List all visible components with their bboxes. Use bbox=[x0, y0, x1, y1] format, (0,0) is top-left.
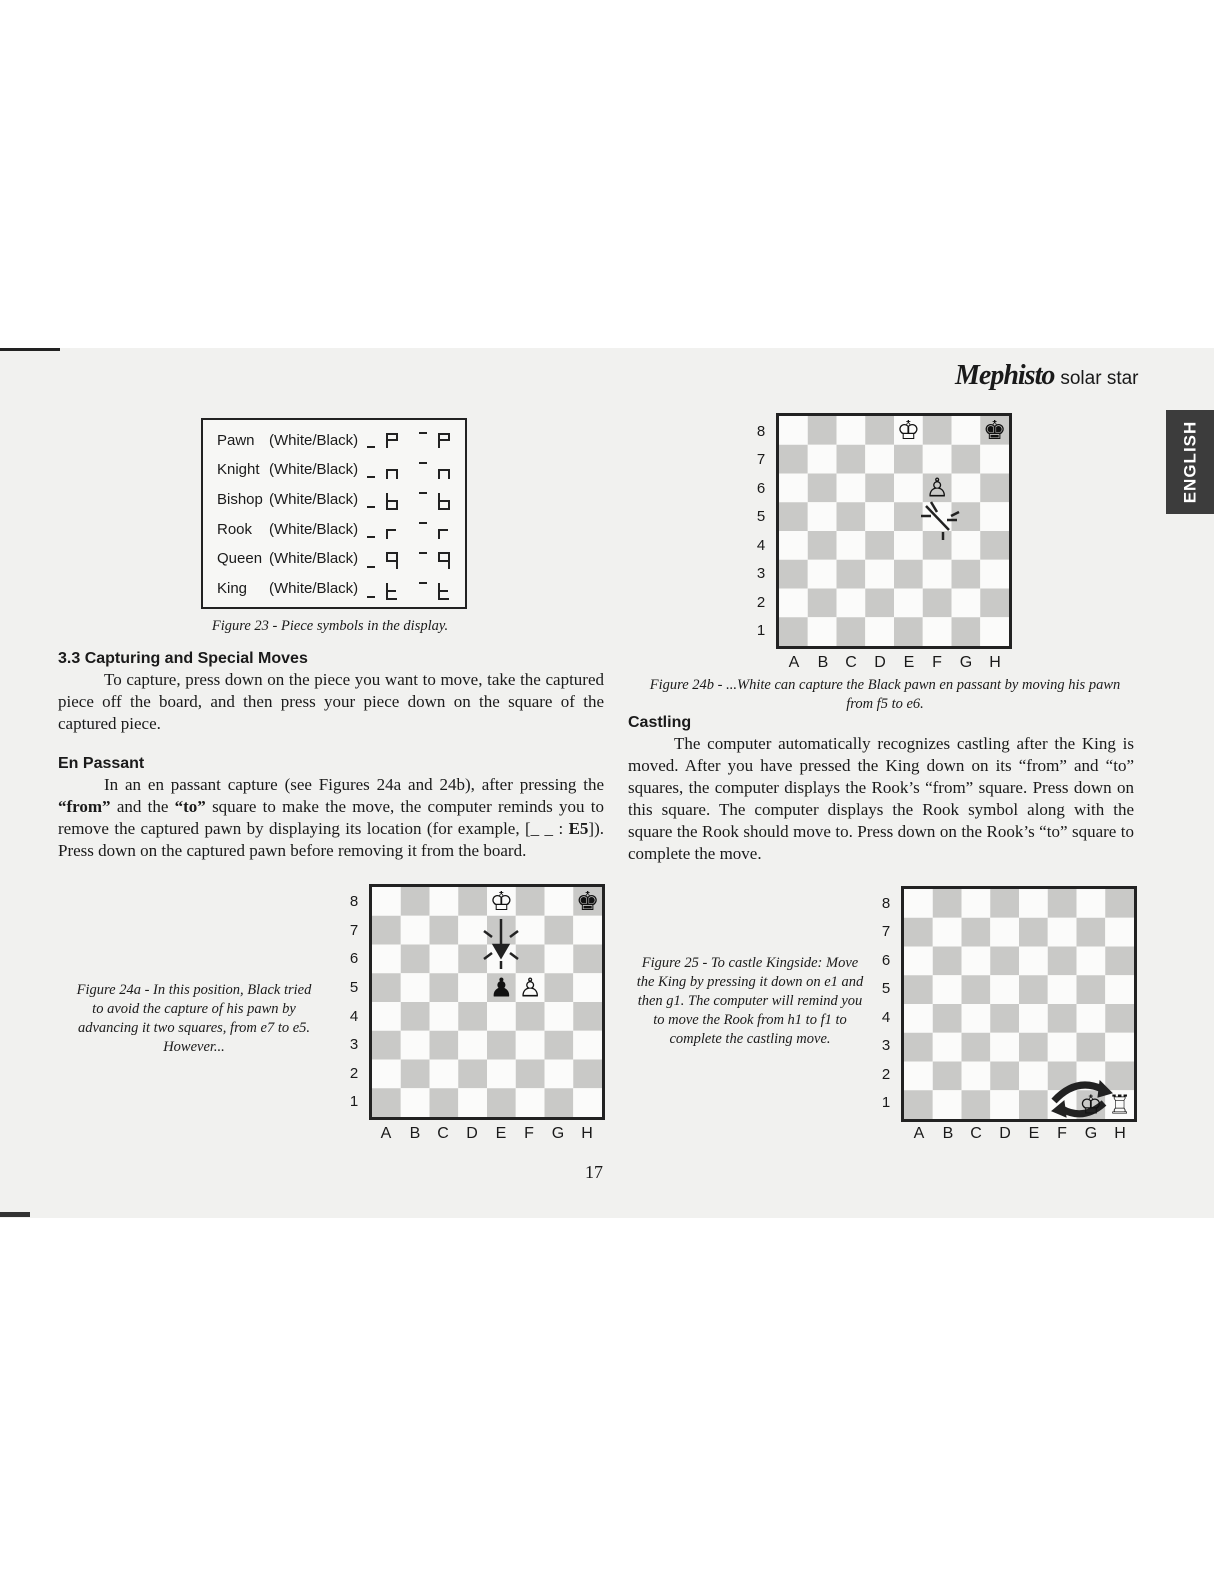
board-square bbox=[962, 975, 991, 1004]
piece-name: Pawn bbox=[217, 432, 255, 449]
white-king-piece: ♔ bbox=[1079, 1090, 1103, 1119]
knight-segment-symbol bbox=[361, 460, 451, 482]
file-label: B bbox=[409, 1125, 421, 1142]
board-square bbox=[933, 889, 962, 918]
rank-label: 3 bbox=[349, 1036, 359, 1053]
white-pawn-piece: ♙ bbox=[518, 973, 542, 1004]
board-square bbox=[952, 502, 981, 531]
board-square bbox=[808, 474, 837, 503]
board-square bbox=[933, 918, 962, 947]
board-square bbox=[865, 617, 894, 646]
rank-label: 4 bbox=[756, 537, 766, 554]
board-square bbox=[952, 531, 981, 560]
board-square bbox=[430, 1060, 459, 1089]
board-square bbox=[545, 1060, 574, 1089]
board-square bbox=[962, 889, 991, 918]
piece-color-note: (White/Black) bbox=[269, 521, 359, 538]
board-square bbox=[1048, 918, 1077, 947]
board-square bbox=[894, 531, 923, 560]
board-square bbox=[458, 945, 487, 974]
board-square bbox=[1048, 975, 1077, 1004]
board-square bbox=[865, 445, 894, 474]
board-square bbox=[923, 531, 952, 560]
board-square bbox=[458, 1060, 487, 1089]
file-label: B bbox=[817, 654, 829, 671]
rank-label: 7 bbox=[349, 922, 359, 939]
board-square bbox=[779, 531, 808, 560]
board-square bbox=[837, 502, 866, 531]
board-square bbox=[1105, 1004, 1134, 1033]
board-square bbox=[990, 947, 1019, 976]
board-square bbox=[458, 973, 487, 1002]
text-run: In an en passant capture (see Figures 24a and 24b), after pressing the bbox=[104, 775, 604, 794]
rank-label: 8 bbox=[349, 893, 359, 910]
board-square bbox=[837, 416, 866, 445]
board-square bbox=[573, 945, 602, 974]
board-square bbox=[923, 560, 952, 589]
figure-24a-caption: Figure 24a - In this position, Black tried to avoid the capture of his pawn by advancing it two squares, from e7 to e5. However... bbox=[76, 982, 312, 1055]
board-square bbox=[458, 1031, 487, 1060]
board-square bbox=[952, 416, 981, 445]
board-square bbox=[990, 1062, 1019, 1091]
board-square bbox=[516, 1088, 545, 1117]
board-square bbox=[487, 1002, 516, 1031]
board-square bbox=[962, 947, 991, 976]
pawn-segment-symbol bbox=[361, 430, 451, 452]
board-square bbox=[894, 474, 923, 503]
board-square bbox=[401, 1002, 430, 1031]
board-square bbox=[808, 531, 837, 560]
board-square bbox=[1019, 918, 1048, 947]
piece-name: Rook bbox=[217, 521, 253, 538]
rank-label: 2 bbox=[881, 1066, 891, 1083]
board-square bbox=[401, 1088, 430, 1117]
board-square bbox=[401, 973, 430, 1002]
piece-color-note: (White/Black) bbox=[269, 580, 359, 597]
board-square bbox=[952, 560, 981, 589]
board-square bbox=[1105, 947, 1134, 976]
language-tab bbox=[1166, 410, 1214, 514]
section-heading: 3.3 Capturing and Special Moves bbox=[58, 650, 308, 667]
board-square bbox=[865, 531, 894, 560]
board-square bbox=[1105, 918, 1134, 947]
board-square bbox=[923, 617, 952, 646]
piece-name: Bishop bbox=[217, 491, 263, 508]
board-squares bbox=[372, 887, 602, 1117]
board-square bbox=[372, 1002, 401, 1031]
board-square bbox=[545, 945, 574, 974]
board-square bbox=[1019, 1062, 1048, 1091]
board-square bbox=[1105, 1033, 1134, 1062]
board-square bbox=[458, 887, 487, 916]
board-square bbox=[808, 589, 837, 618]
board-square bbox=[430, 973, 459, 1002]
chessboard-fig25 bbox=[901, 886, 1137, 1122]
board-square bbox=[808, 445, 837, 474]
board-squares bbox=[779, 416, 1009, 646]
board-square bbox=[372, 1060, 401, 1089]
board-square bbox=[894, 617, 923, 646]
board-square bbox=[430, 1002, 459, 1031]
white-king-piece: ♔ bbox=[489, 887, 514, 917]
rank-label: 2 bbox=[756, 594, 766, 611]
board-square bbox=[372, 887, 401, 916]
page-number: 17 bbox=[585, 1162, 603, 1182]
file-label: G bbox=[959, 654, 973, 671]
file-label: D bbox=[999, 1125, 1011, 1142]
bishop-segment-symbol bbox=[361, 490, 451, 512]
board-square bbox=[904, 1033, 933, 1062]
board-square bbox=[837, 560, 866, 589]
board-square bbox=[837, 589, 866, 618]
file-label: C bbox=[437, 1125, 449, 1142]
board-square bbox=[952, 474, 981, 503]
board-square bbox=[516, 916, 545, 945]
rank-label: 2 bbox=[349, 1065, 359, 1082]
rank-label: 5 bbox=[349, 979, 359, 996]
board-square bbox=[990, 889, 1019, 918]
board-square bbox=[865, 474, 894, 503]
file-label: A bbox=[913, 1125, 925, 1142]
board-square bbox=[1019, 889, 1048, 918]
file-label: F bbox=[524, 1125, 534, 1142]
rank-label: 1 bbox=[881, 1094, 891, 1111]
piece-name: Queen bbox=[217, 550, 263, 567]
file-label: E bbox=[495, 1125, 507, 1142]
file-label: D bbox=[874, 654, 886, 671]
brand-logo: Mephisto bbox=[955, 360, 1055, 391]
board-square bbox=[1019, 1033, 1048, 1062]
board-square bbox=[904, 1090, 933, 1119]
board-squares bbox=[904, 889, 1134, 1119]
file-label: C bbox=[970, 1125, 982, 1142]
white-rook-piece: ♖ bbox=[1107, 1090, 1132, 1119]
board-square bbox=[1019, 1090, 1048, 1119]
file-label: E bbox=[1028, 1125, 1040, 1142]
board-square bbox=[487, 1060, 516, 1089]
board-square bbox=[808, 416, 837, 445]
board-square bbox=[1077, 1033, 1106, 1062]
board-square bbox=[458, 916, 487, 945]
board-square bbox=[1019, 1004, 1048, 1033]
black-pawn-piece: ♟ bbox=[489, 973, 514, 1004]
board-square bbox=[401, 1031, 430, 1060]
board-square bbox=[980, 502, 1009, 531]
board-square bbox=[894, 445, 923, 474]
board-square bbox=[779, 560, 808, 589]
file-label: E bbox=[903, 654, 915, 671]
board-square bbox=[1048, 1033, 1077, 1062]
file-label: H bbox=[1114, 1125, 1126, 1142]
board-square bbox=[808, 560, 837, 589]
rank-label: 6 bbox=[881, 952, 891, 969]
board-square bbox=[458, 1002, 487, 1031]
file-label: A bbox=[788, 654, 800, 671]
file-label: B bbox=[942, 1125, 954, 1142]
piece-color-note: (White/Black) bbox=[269, 550, 359, 567]
board-square bbox=[933, 1090, 962, 1119]
board-square bbox=[837, 617, 866, 646]
rank-label: 6 bbox=[349, 950, 359, 967]
board-square bbox=[430, 887, 459, 916]
black-king-piece: ♚ bbox=[575, 887, 600, 917]
file-label: A bbox=[380, 1125, 392, 1142]
page-edge bbox=[0, 1212, 30, 1217]
rank-label: 5 bbox=[756, 508, 766, 525]
board-square bbox=[990, 1090, 1019, 1119]
board-square bbox=[865, 502, 894, 531]
king-segment-symbol bbox=[361, 580, 451, 602]
file-label: F bbox=[1057, 1125, 1067, 1142]
castling-text: The computer automatically recognizes castling after the King is moved. After you have pressed the King down on its “from” and “to” squares, the computer displays the Rook’s “from” square. Press down on this square. The computer displays the Rook symbol along with the square the Rook should move to. Press down on the Rook’s “to” square to complete the move. bbox=[628, 734, 1134, 863]
language-tab-label: ENGLISH bbox=[1180, 420, 1199, 504]
board-square bbox=[487, 1088, 516, 1117]
board-square bbox=[430, 1031, 459, 1060]
board-square bbox=[933, 975, 962, 1004]
board-square bbox=[904, 975, 933, 1004]
rank-label: 3 bbox=[881, 1037, 891, 1054]
board-square bbox=[990, 975, 1019, 1004]
board-square bbox=[372, 1088, 401, 1117]
board-square bbox=[779, 445, 808, 474]
text-run-bold: “to” bbox=[174, 797, 206, 816]
board-square bbox=[837, 474, 866, 503]
board-square bbox=[545, 1031, 574, 1060]
piece-color-note: (White/Black) bbox=[269, 491, 359, 508]
text-run: ]). Press down on the captured pawn before removing it from the board. bbox=[58, 819, 604, 860]
file-label: H bbox=[581, 1125, 593, 1142]
chessboard-fig24a bbox=[369, 884, 605, 1120]
text-run: and the bbox=[110, 797, 175, 816]
board-square bbox=[933, 1004, 962, 1033]
board-square bbox=[952, 589, 981, 618]
board-square bbox=[401, 887, 430, 916]
piece-color-note: (White/Black) bbox=[269, 461, 359, 478]
board-square bbox=[1019, 975, 1048, 1004]
board-square bbox=[1077, 947, 1106, 976]
board-square bbox=[1019, 947, 1048, 976]
board-square bbox=[573, 1088, 602, 1117]
piece-name: Knight bbox=[217, 461, 260, 478]
board-square bbox=[779, 474, 808, 503]
text-run: square to make the move, the computer reminds you to remove the captured pawn by displaying its location (for example, [_ _ : bbox=[58, 797, 604, 838]
board-square bbox=[458, 1088, 487, 1117]
board-square bbox=[837, 531, 866, 560]
rank-label: 8 bbox=[756, 423, 766, 440]
board-square bbox=[1105, 1062, 1134, 1091]
board-square bbox=[779, 502, 808, 531]
rank-label: 1 bbox=[756, 622, 766, 639]
chessboard-fig24b bbox=[776, 413, 1012, 649]
capture-text: To capture, press down on the piece you want to move, take the captured piece off the board, and then press your piece down on the square of the captured piece. bbox=[58, 670, 604, 733]
queen-segment-symbol bbox=[361, 550, 451, 572]
board-square bbox=[808, 617, 837, 646]
file-label: H bbox=[989, 654, 1001, 671]
board-square bbox=[430, 945, 459, 974]
board-square bbox=[545, 1002, 574, 1031]
board-square bbox=[401, 1060, 430, 1089]
board-square bbox=[933, 1062, 962, 1091]
board-square bbox=[545, 1088, 574, 1117]
rank-label: 7 bbox=[756, 451, 766, 468]
board-square bbox=[372, 973, 401, 1002]
board-square bbox=[430, 916, 459, 945]
board-square bbox=[779, 617, 808, 646]
board-square bbox=[573, 1002, 602, 1031]
board-square bbox=[952, 445, 981, 474]
board-square bbox=[372, 916, 401, 945]
board-square bbox=[980, 589, 1009, 618]
figure-25-caption: Figure 25 - To castle Kingside: Move the King by pressing it down on e1 and then g1. The computer will remind you to move the Rook from h1 to f1 to complete the castling move. bbox=[636, 955, 864, 1047]
castling-heading: Castling bbox=[628, 714, 692, 731]
board-square bbox=[980, 474, 1009, 503]
board-square bbox=[516, 1060, 545, 1089]
board-square bbox=[933, 947, 962, 976]
board-square bbox=[573, 1060, 602, 1089]
board-square bbox=[923, 445, 952, 474]
board-square bbox=[1077, 975, 1106, 1004]
file-label: G bbox=[551, 1125, 565, 1142]
board-square bbox=[573, 916, 602, 945]
board-square bbox=[401, 916, 430, 945]
piece-color-note: (White/Black) bbox=[269, 432, 359, 449]
rank-label: 4 bbox=[881, 1009, 891, 1026]
board-square bbox=[372, 945, 401, 974]
board-square bbox=[904, 889, 933, 918]
board-square bbox=[573, 973, 602, 1002]
board-square bbox=[808, 502, 837, 531]
text-run-bold: “from” bbox=[58, 797, 111, 816]
white-king-piece: ♔ bbox=[896, 416, 921, 446]
board-square bbox=[545, 887, 574, 916]
board-square bbox=[865, 416, 894, 445]
board-square bbox=[980, 617, 1009, 646]
board-square bbox=[1077, 889, 1106, 918]
board-square bbox=[1048, 889, 1077, 918]
board-square bbox=[980, 560, 1009, 589]
board-square bbox=[894, 502, 923, 531]
en-passant-paragraph bbox=[58, 774, 604, 862]
board-square bbox=[545, 916, 574, 945]
rank-label: 6 bbox=[756, 480, 766, 497]
board-square bbox=[962, 1004, 991, 1033]
brand-subtitle: solar star bbox=[1060, 368, 1139, 389]
rank-label: 8 bbox=[881, 895, 891, 912]
board-square bbox=[1048, 1004, 1077, 1033]
en-passant-heading: En Passant bbox=[58, 755, 145, 772]
board-square bbox=[372, 1031, 401, 1060]
board-square bbox=[894, 589, 923, 618]
board-square bbox=[516, 887, 545, 916]
castling-paragraph bbox=[628, 733, 1134, 865]
board-square bbox=[933, 1033, 962, 1062]
board-square bbox=[894, 560, 923, 589]
rank-label: 1 bbox=[349, 1093, 359, 1110]
rank-label: 7 bbox=[881, 923, 891, 940]
file-label: D bbox=[466, 1125, 478, 1142]
board-square bbox=[1077, 1004, 1106, 1033]
board-square bbox=[904, 918, 933, 947]
board-square bbox=[516, 1031, 545, 1060]
rook-segment-symbol bbox=[361, 520, 451, 542]
board-square bbox=[865, 560, 894, 589]
board-square bbox=[1077, 918, 1106, 947]
board-square bbox=[904, 947, 933, 976]
text-run-bold: E5 bbox=[568, 819, 589, 838]
rank-label: 4 bbox=[349, 1008, 359, 1025]
board-square bbox=[990, 918, 1019, 947]
board-square bbox=[545, 973, 574, 1002]
board-square bbox=[990, 1033, 1019, 1062]
board-square bbox=[487, 1031, 516, 1060]
board-square bbox=[1105, 889, 1134, 918]
header bbox=[955, 360, 1139, 392]
board-square bbox=[1048, 947, 1077, 976]
board-square bbox=[779, 416, 808, 445]
piece-symbols-table bbox=[201, 418, 467, 609]
board-square bbox=[962, 918, 991, 947]
board-square bbox=[990, 1004, 1019, 1033]
board-square bbox=[779, 589, 808, 618]
board-square bbox=[923, 589, 952, 618]
file-label: C bbox=[845, 654, 857, 671]
board-square bbox=[962, 1090, 991, 1119]
board-square bbox=[430, 1088, 459, 1117]
board-square bbox=[837, 445, 866, 474]
board-square bbox=[516, 1002, 545, 1031]
board-square bbox=[865, 589, 894, 618]
board-square bbox=[962, 1062, 991, 1091]
board-square bbox=[1105, 975, 1134, 1004]
board-square bbox=[516, 945, 545, 974]
file-label: F bbox=[932, 654, 942, 671]
board-square bbox=[401, 945, 430, 974]
rank-label: 3 bbox=[756, 565, 766, 582]
board-square bbox=[962, 1033, 991, 1062]
board-square bbox=[980, 531, 1009, 560]
figure-24b-caption: Figure 24b - ...White can capture the Black pawn en passant by moving his pawn from f5 to e6. bbox=[649, 677, 1121, 712]
piece-name: King bbox=[217, 580, 248, 597]
board-square bbox=[923, 416, 952, 445]
rank-label: 5 bbox=[881, 980, 891, 997]
board-square bbox=[904, 1004, 933, 1033]
black-king-piece: ♚ bbox=[982, 416, 1007, 446]
figure-23-caption: Figure 23 - Piece symbols in the display. bbox=[211, 618, 449, 634]
white-pawn-piece: ♙ bbox=[925, 473, 949, 504]
board-square bbox=[573, 1031, 602, 1060]
board-square bbox=[980, 445, 1009, 474]
section-paragraph bbox=[58, 669, 604, 735]
board-square bbox=[904, 1062, 933, 1091]
file-label: G bbox=[1084, 1125, 1098, 1142]
page-edge bbox=[0, 348, 60, 351]
board-square bbox=[952, 617, 981, 646]
